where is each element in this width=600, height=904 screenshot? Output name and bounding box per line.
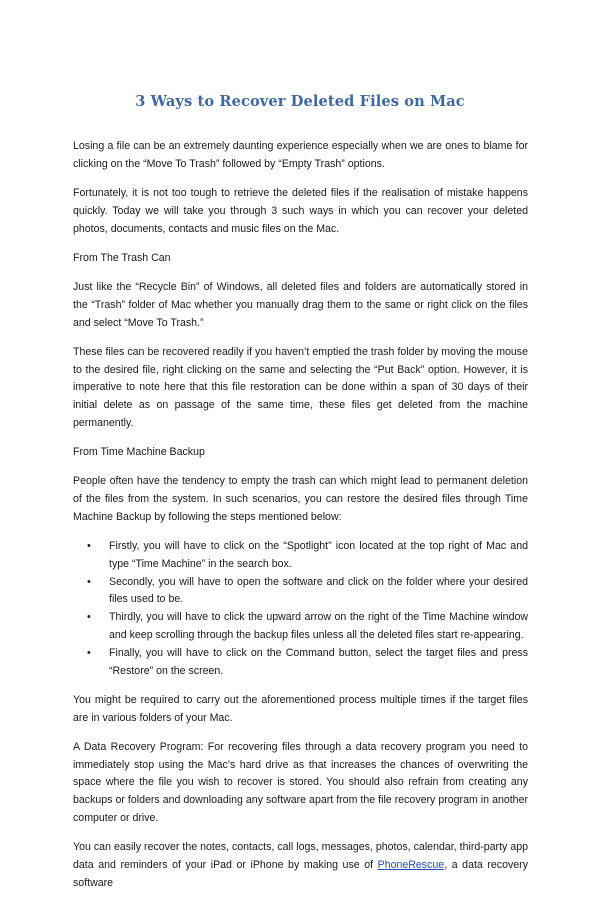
paragraph-intro: Losing a file can be an extremely daunting experience especially when we are ones to blame for clicking on the “Move To Trash” followed by “Empty Trash” options. xyxy=(73,140,528,170)
phonerescue-link[interactable]: PhoneRescue xyxy=(377,859,445,871)
list-item xyxy=(87,574,528,610)
list-item-text: Firstly, you will have to click on the “Spotlight” icon located at the top right of Mac and type “Time Machine” in the search box. xyxy=(109,540,528,570)
bullet-icon: • xyxy=(87,540,91,553)
list-item-text: Secondly, you will have to open the software and click on the folder where your desired files used to be. xyxy=(109,575,528,606)
paragraph-fortunately: Fortunately, it is not too tough to retrieve the deleted files if the realisation of mistake happens quickly. Today we will take you through 3 such ways in which you can recover your deleted photos, documents, contacts and music files on the Mac. xyxy=(73,186,528,235)
document-title: 3 Ways to Recover Deleted Files on Mac xyxy=(135,93,465,110)
section-heading-trash-can: From The Trash Can xyxy=(73,251,171,264)
paragraph-data-recovery-program: A Data Recovery Program: For recovering files through a data recovery program you need to immediately stop using the Mac’s hard drive as that increases the chances of overwriting the space where the file you wish to recover is stored. You should also refrain from creating any backups or folders and downloading any software apart from the file recovery program in another computer or drive. xyxy=(73,740,528,825)
list-item-text: Finally, you will have to click on the Command button, select the target files and press “Restore” on the screen. xyxy=(109,646,528,677)
bullet-icon: • xyxy=(87,575,91,588)
paragraph-recycle-bin: Just like the “Recycle Bin” of Windows, all deleted files and folders are automatically stored in the “Trash” folder of Mac whether you manually drag them to the same or right click on the files and select “Move To Trash.” xyxy=(73,280,528,329)
steps-list xyxy=(73,538,528,680)
paragraph-recover-readily: These files can be recovered readily if you haven’t emptied the trash folder by moving the mouse to the desired file, right clicking on the same and selecting the “Put Back” option. However, it is imperative to note here that this file restoration can be done within a span of 30 days of their initial delete as on passage of the same time, these files get deleted from the machine permanently. xyxy=(73,345,528,429)
list-item xyxy=(87,645,528,681)
paragraph-multiple-times: You might be required to carry out the aforementioned process multiple times if the target files are in various folders of your Mac. xyxy=(73,693,528,724)
paragraph-text-after-link: , a data recovery software xyxy=(73,859,528,889)
section-heading-time-machine: From Time Machine Backup xyxy=(73,446,205,459)
list-item xyxy=(87,538,528,574)
bullet-icon: • xyxy=(87,646,91,659)
list-item xyxy=(87,609,528,645)
document-body xyxy=(73,138,528,904)
paragraph-phonerescue xyxy=(73,839,528,892)
list-item-text: Thirdly, you will have to click the upward arrow on the right of the Time Machine window and keep scrolling through the backup files unless all the deleted files start re-appearing. xyxy=(109,611,528,642)
paragraph-empty-trash: People often have the tendency to empty the trash can which might lead to permanent deletion of the files from the system. In such scenarios, you can restore the desired files through Time Machine Backup by following the steps mentioned below: xyxy=(73,475,528,523)
bullet-icon: • xyxy=(87,611,91,624)
paragraph-text-before-link: You can easily recover the notes, contacts, call logs, messages, photos, calendar, third-party app data and reminders of your iPad or iPhone by making use of xyxy=(73,841,528,871)
